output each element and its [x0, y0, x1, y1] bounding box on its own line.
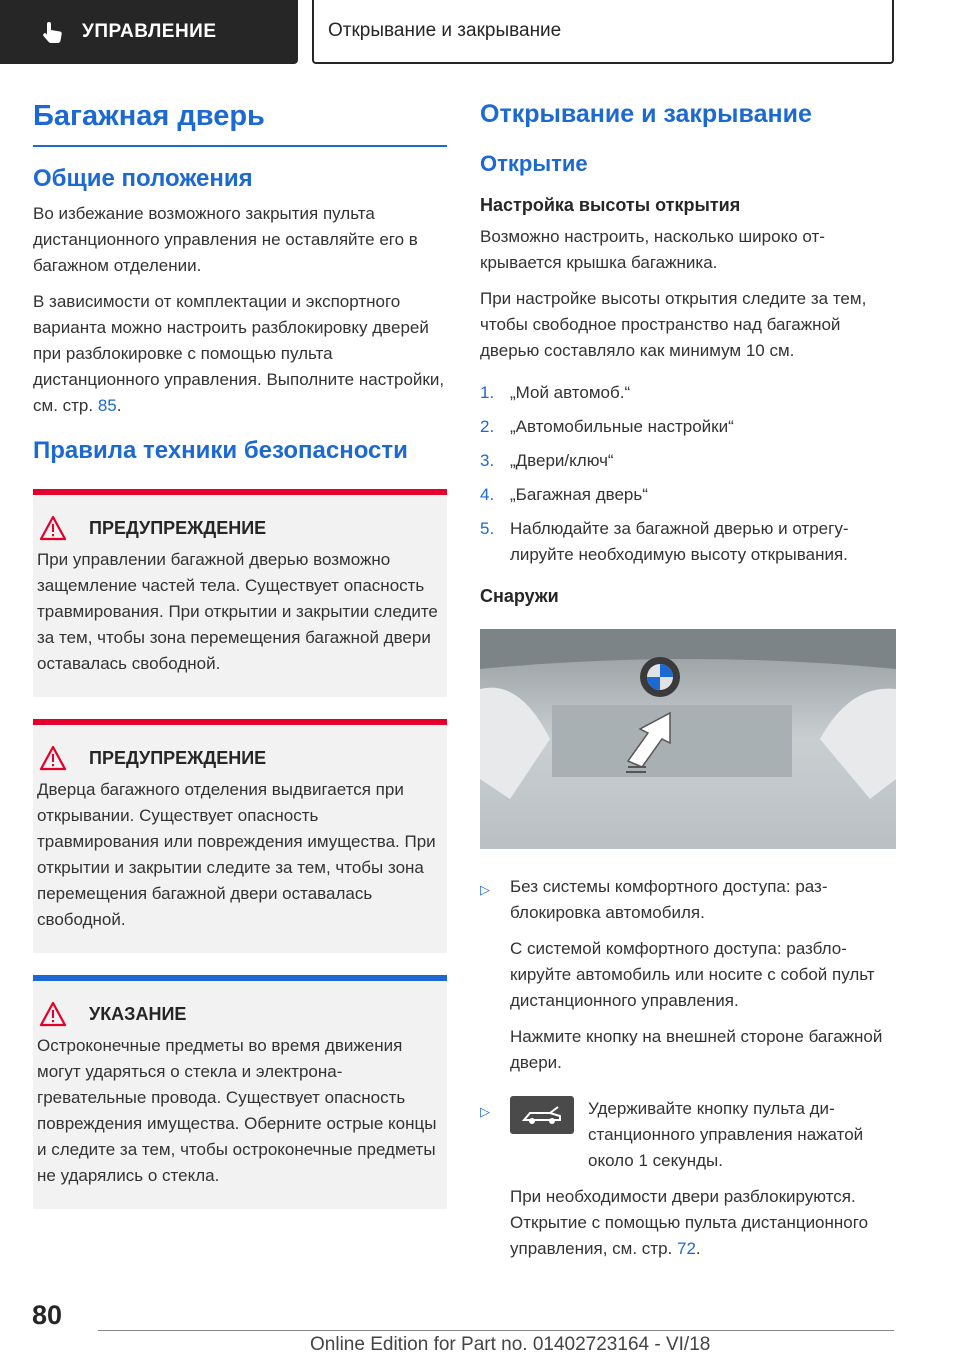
- warning-triangle-icon: [39, 515, 67, 541]
- warning-box-1-title: ПРЕДУПРЕЖДЕНИЕ: [89, 517, 267, 538]
- general-heading: Общие положения: [33, 165, 253, 192]
- bullet-2-paragraph-1: Удерживайте кнопку пульта дистанционного управления нажатой около 1 секунды.: [588, 1099, 864, 1170]
- bullet-item-2-content: [510, 1096, 896, 1272]
- bullet-item-1: [480, 874, 896, 1086]
- trunk-remote-key-icon: [510, 1096, 574, 1134]
- note-box: [33, 975, 447, 1209]
- height-heading: Настройка высоты открытия: [480, 195, 741, 215]
- hand-icon: [40, 19, 66, 45]
- step-text: „Автомобильные настройки“: [510, 417, 734, 436]
- warning-box-1-header: [37, 515, 443, 541]
- step-number: 3.: [480, 451, 495, 470]
- note-box-title: УКАЗАНИЕ: [89, 1003, 187, 1024]
- safety-heading: Правила техники безопасности: [33, 437, 408, 464]
- list-item: [480, 414, 896, 440]
- left-column: [33, 100, 447, 1231]
- outside-heading: Снаружи: [480, 586, 559, 606]
- step-number: 1.: [480, 383, 495, 402]
- warning-box-2-header: [37, 745, 443, 771]
- page-title: Багажная дверь: [33, 100, 265, 132]
- opening-subheading: Открытие: [480, 151, 588, 176]
- list-item: [480, 482, 896, 508]
- footer-edition: Online Edition for Part no. 01402723164 - VI/18: [310, 1334, 711, 1355]
- bullet-1-paragraph-3: Нажмите кнопку на внешней стороне багажной двери.: [510, 1027, 883, 1072]
- bullet-2-paragraph-2: [510, 1184, 896, 1262]
- bullet-item-2: [480, 1096, 896, 1272]
- list-item: [480, 516, 896, 568]
- step-number: 4.: [480, 485, 495, 504]
- chapter-tab-label: Открывание и закрывание: [328, 20, 562, 41]
- list-item: [480, 380, 896, 406]
- bullet-triangle-icon: ▷: [480, 1104, 490, 1119]
- page-link-72[interactable]: 72: [677, 1239, 696, 1258]
- bullet-triangle-icon: ▷: [480, 882, 490, 897]
- warning-box-2-text: Дверца багажного отделения выдвигается при открывании. Существует опасность травмирования или повреждения имущества. При открытии и закрытии следите за тем, чтобы зона перемещения багажной двери оставалась свободной.: [37, 780, 436, 929]
- step-text: „Багажная дверь“: [510, 485, 648, 504]
- section-title: Открывание и закрывание: [480, 100, 812, 128]
- right-column: [480, 100, 896, 1272]
- page-number: 80: [32, 1300, 63, 1330]
- general-paragraph-2: [33, 289, 447, 419]
- step-number: 5.: [480, 519, 495, 538]
- height-paragraph-1: Возможно настроить, насколько широко открывается крышка багажника.: [480, 227, 825, 272]
- height-paragraph-2: При настройке высоты открытия следите за тем, чтобы свободное пространство над багажной дверью составляло как минимум 10 см.: [480, 289, 867, 360]
- page-link-85[interactable]: 85: [97, 396, 117, 415]
- list-item: [480, 448, 896, 474]
- warning-box-1: [33, 489, 447, 697]
- bullet-2-paragraph-2-text: При необходимости двери разблокируются. Открытие с помощью пульта дистанционного управления, см. стр.: [510, 1187, 869, 1258]
- bullet-2-first-line: [510, 1096, 896, 1184]
- general-paragraph-1: Во избежание возможного закрытия пульта дистанционного управления не оставляйте его в багажном отделении.: [33, 204, 418, 275]
- warning-box-1-text: При управлении багажной дверью возможно защемление частей тела. Существует опасность травмирования. При открытии и закрытии следите за тем, чтобы зона перемещения багажной двери оставалась свободной.: [37, 550, 438, 673]
- steps-list: [480, 380, 896, 568]
- warning-box-2: [33, 719, 447, 953]
- general-paragraph-2-text: В зависимости от комплектации и экспортного варианта можно настроить разблокировку дверей при разблокировке с помощью пульта дистанционного управления. Выполните настройки, см. стр.: [33, 292, 445, 415]
- step-text: „Мой автомоб.“: [510, 383, 631, 402]
- step-text: „Двери/ключ“: [510, 451, 614, 470]
- bullet-item-1-content: [510, 874, 896, 1086]
- warning-box-2-title: ПРЕДУПРЕЖДЕНИЕ: [89, 747, 267, 768]
- general-paragraph-2-end: .: [116, 396, 122, 415]
- note-box-header: [37, 1001, 443, 1027]
- bullet-1-paragraph-1: Без системы комфортного доступа: разблокировка автомобиля.: [510, 877, 828, 922]
- note-box-text: Остроконечные предметы во время движения могут ударяться о стекла и электронагревательные провода. Существует опасность повреждения имущества. Оберните острые концы и следите за тем, чтобы остроконечные предметы не ударялись о стекла.: [37, 1036, 437, 1185]
- bullet-2-paragraph-2-end: .: [695, 1239, 701, 1258]
- step-text: Наблюдайте за багажной дверью и отрегулируйте необходимую высоту открывания.: [510, 519, 849, 564]
- trunk-photo: [480, 629, 896, 849]
- section-tab[interactable]: [0, 0, 298, 64]
- footer-divider: [98, 1330, 894, 1331]
- chapter-tab[interactable]: [312, 0, 894, 64]
- note-triangle-icon: [39, 1001, 67, 1027]
- step-number: 2.: [480, 417, 495, 436]
- section-tab-label: УПРАВЛЕНИЕ: [82, 21, 217, 42]
- bullet-1-paragraph-2: С системой комфортного доступа: разблокируйте автомобиль или носите с собой пульт дистанционного управления.: [510, 939, 875, 1010]
- left-title-block: [33, 100, 447, 147]
- warning-triangle-icon: [39, 745, 67, 771]
